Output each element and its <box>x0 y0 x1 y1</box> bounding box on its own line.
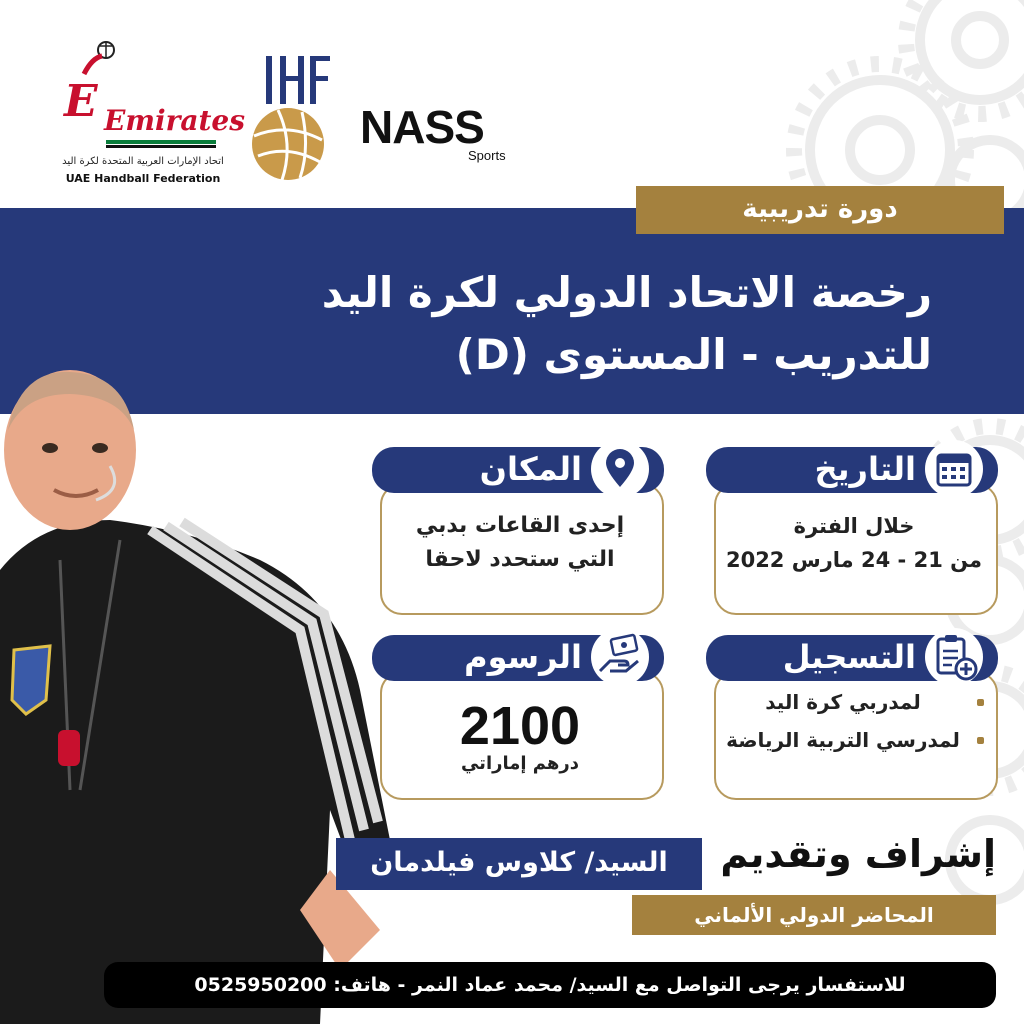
date-card <box>706 447 998 615</box>
calendar-icon <box>924 439 984 499</box>
course-title-line1: رخصة الاتحاد الدولي لكرة اليد <box>321 268 932 317</box>
registration-list <box>720 687 988 763</box>
emirates-handball-logo <box>58 40 246 190</box>
fees-currency: درهم إماراتي <box>460 753 580 774</box>
place-body <box>386 509 654 577</box>
handball-icon <box>80 40 120 80</box>
fees-card <box>372 635 664 800</box>
contact-phone[interactable]: 0525950200 <box>194 974 327 996</box>
contact-text: للاستفسار يرجى التواصل مع السيد/ محمد عماد النمر - هاتف: <box>333 974 906 996</box>
course-title <box>252 262 932 386</box>
registration-card <box>706 635 998 800</box>
fees-amount: 2100 <box>459 696 581 756</box>
course-tag: دورة تدريبية <box>636 186 1004 234</box>
place-line2: التي ستحدد لاحقا <box>425 547 615 572</box>
date-heading-pill <box>706 447 998 493</box>
fees-body <box>386 695 654 774</box>
date-line1: خلال الفترة <box>793 514 915 538</box>
federation-name-en: UAE Handball Federation <box>65 172 221 185</box>
federation-name-ar: اتحاد الإمارات العربية المتحدة لكرة اليد <box>62 156 224 167</box>
clipboard-plus-icon <box>924 627 984 687</box>
date-heading: التاريخ <box>814 450 916 488</box>
money-hand-icon <box>590 627 650 687</box>
list-item: لمدرسي التربية الرياضة <box>720 725 988 755</box>
emirates-wordmark: Emirates <box>104 104 246 137</box>
place-card <box>372 447 664 615</box>
place-line1: إحدى القاعات بدبي <box>415 513 625 538</box>
place-heading-pill <box>372 447 664 493</box>
registration-heading-pill <box>706 635 998 681</box>
instructor-photo <box>0 370 400 1024</box>
fees-heading: الرسوم <box>464 638 582 676</box>
logo-stripe <box>106 145 216 148</box>
date-body <box>720 509 988 577</box>
place-heading: المكان <box>479 450 582 488</box>
nass-sports-logo <box>360 100 530 170</box>
list-item: لمدربي كرة اليد <box>720 687 988 717</box>
nass-sub: Sports <box>468 148 506 163</box>
supervision-label: إشراف وتقديم <box>720 832 996 876</box>
ihf-logo <box>248 52 334 186</box>
nass-name: NASS <box>360 101 484 153</box>
emirates-wordmark-e: E <box>64 76 97 127</box>
location-pin-icon <box>590 439 650 499</box>
contact-bar <box>104 962 996 1008</box>
logo-stripe <box>106 140 216 144</box>
fees-heading-pill <box>372 635 664 681</box>
date-line2: من 21 - 24 مارس 2022 <box>725 548 983 572</box>
course-title-line2: للتدريب - المستوى (D) <box>455 330 932 379</box>
presenter-name: السيد/ كلاوس فيلدمان <box>336 838 702 890</box>
presenter-title: المحاضر الدولي الألماني <box>632 895 996 935</box>
registration-heading: التسجيل <box>782 638 916 676</box>
